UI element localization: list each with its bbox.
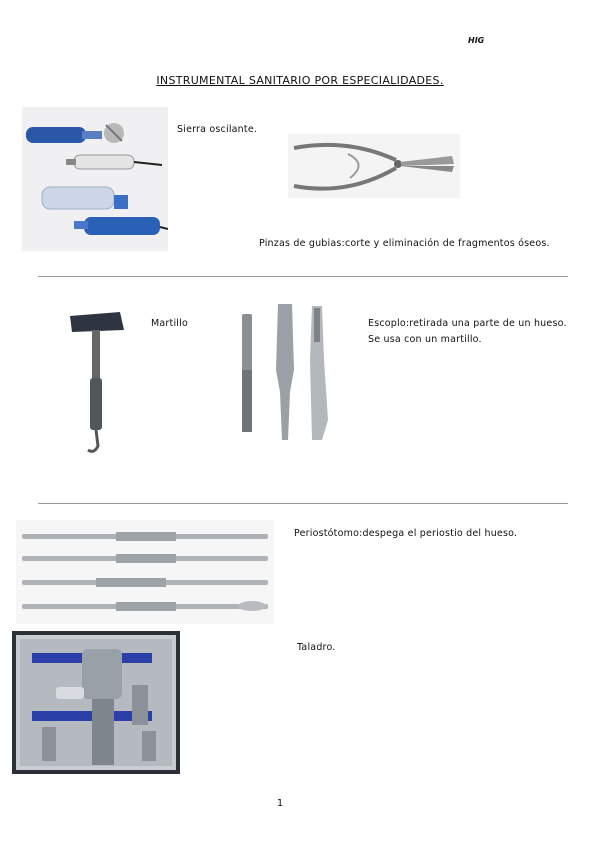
- caption-chisel: Escoplo:retirada una parte de un hueso.: [368, 318, 567, 329]
- caption-chisel-note: Se usa con un martillo.: [368, 334, 482, 345]
- page-number: 1: [276, 798, 284, 809]
- section-divider: [38, 503, 568, 504]
- hammer-photo-icon: [70, 310, 126, 458]
- caption-hammer: Martillo: [151, 318, 188, 329]
- gouge-forceps-photo-icon: [288, 134, 460, 198]
- page-title: INSTRUMENTAL SANITARIO POR ESPECIALIDADES.: [156, 74, 444, 87]
- caption-periosteotome: Periostótomo:despega el periostio del hueso.: [294, 528, 518, 539]
- periosteotome-photo-icon: [16, 520, 274, 624]
- oscillating-saw-photo-icon: [22, 107, 168, 251]
- header-initials: HIG: [468, 36, 485, 45]
- chisel-photo-icon: [236, 300, 336, 445]
- caption-drill: Taladro.: [297, 642, 336, 653]
- section-divider: [38, 276, 568, 277]
- caption-oscillating-saw: Sierra oscilante.: [177, 124, 258, 135]
- drill-photo-icon: [12, 631, 180, 774]
- caption-gouge-forceps: Pinzas de gubias:corte y eliminación de fragmentos óseos.: [259, 238, 550, 249]
